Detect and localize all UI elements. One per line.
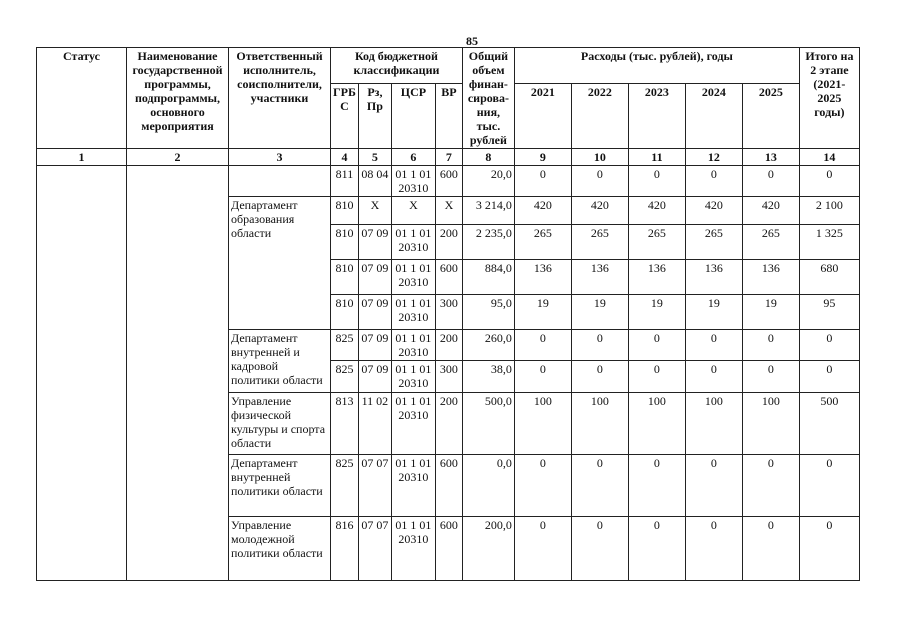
year-amount-cell: 0 bbox=[514, 517, 571, 581]
total-cell: 884,0 bbox=[462, 260, 514, 295]
year-amount-cell: 0 bbox=[628, 361, 685, 393]
header-rzpr: Рз, Пр bbox=[358, 83, 391, 148]
column-number: 8 bbox=[462, 149, 514, 166]
year-amount-cell: 420 bbox=[628, 197, 685, 225]
total-cell: 0,0 bbox=[462, 455, 514, 517]
column-number: 2 bbox=[127, 149, 229, 166]
header-status: Статус bbox=[37, 48, 127, 149]
rzpr-cell: 07 07 bbox=[358, 455, 391, 517]
year-amount-cell: 0 bbox=[742, 330, 799, 361]
csr-cell: Х bbox=[391, 197, 435, 225]
column-number-row bbox=[37, 149, 860, 166]
column-number: 6 bbox=[391, 149, 435, 166]
rzpr-cell: 07 09 bbox=[358, 330, 391, 361]
total-cell: 3 214,0 bbox=[462, 197, 514, 225]
year-amount-cell: 265 bbox=[742, 225, 799, 260]
year-amount-cell: 420 bbox=[742, 197, 799, 225]
itogo-cell: 0 bbox=[799, 166, 859, 197]
csr-cell: 01 1 01 20310 bbox=[391, 393, 435, 455]
header-vr: ВР bbox=[435, 83, 462, 148]
grbs-cell: 810 bbox=[331, 260, 359, 295]
csr-cell: 01 1 01 20310 bbox=[391, 225, 435, 260]
rzpr-cell: 08 04 bbox=[358, 166, 391, 197]
column-number: 12 bbox=[685, 149, 742, 166]
table-row bbox=[37, 166, 860, 197]
executor-cell: Департамент внутренней политики области bbox=[229, 455, 331, 517]
header-csr: ЦСР bbox=[391, 83, 435, 148]
year-amount-cell: 19 bbox=[571, 295, 628, 330]
grbs-cell: 825 bbox=[331, 330, 359, 361]
header-total-volume: Общий объем финан-сирова-ния, тыс. рублей bbox=[462, 48, 514, 149]
total-cell: 20,0 bbox=[462, 166, 514, 197]
year-amount-cell: 420 bbox=[571, 197, 628, 225]
year-amount-cell: 136 bbox=[685, 260, 742, 295]
budget-table bbox=[36, 47, 860, 581]
year-amount-cell: 19 bbox=[628, 295, 685, 330]
itogo-cell: 500 bbox=[799, 393, 859, 455]
grbs-cell: 825 bbox=[331, 361, 359, 393]
rzpr-cell: 07 07 bbox=[358, 517, 391, 581]
column-number: 13 bbox=[742, 149, 799, 166]
header-grbs: ГРБ С bbox=[331, 83, 359, 148]
executor-cell bbox=[229, 166, 331, 197]
year-amount-cell: 136 bbox=[571, 260, 628, 295]
grbs-cell: 810 bbox=[331, 295, 359, 330]
year-amount-cell: 0 bbox=[571, 455, 628, 517]
csr-cell: 01 1 01 20310 bbox=[391, 455, 435, 517]
year-amount-cell: 0 bbox=[571, 517, 628, 581]
itogo-cell: 0 bbox=[799, 455, 859, 517]
vr-cell: Х bbox=[435, 197, 462, 225]
rzpr-cell: 07 09 bbox=[358, 260, 391, 295]
rzpr-cell: 07 09 bbox=[358, 361, 391, 393]
itogo-cell: 680 bbox=[799, 260, 859, 295]
csr-cell: 01 1 01 20310 bbox=[391, 295, 435, 330]
total-cell: 500,0 bbox=[462, 393, 514, 455]
year-amount-cell: 0 bbox=[628, 330, 685, 361]
header-budget-code: Код бюджетной классификации bbox=[331, 48, 463, 84]
status-cell bbox=[37, 166, 127, 581]
rzpr-cell: 07 09 bbox=[358, 295, 391, 330]
year-amount-cell: 100 bbox=[685, 393, 742, 455]
year-amount-cell: 19 bbox=[685, 295, 742, 330]
page-number: 85 bbox=[466, 34, 478, 48]
table-body bbox=[37, 166, 860, 581]
column-number: 9 bbox=[514, 149, 571, 166]
year-amount-cell: 0 bbox=[685, 330, 742, 361]
year-amount-cell: 0 bbox=[514, 455, 571, 517]
column-number: 11 bbox=[628, 149, 685, 166]
year-amount-cell: 136 bbox=[514, 260, 571, 295]
vr-cell: 200 bbox=[435, 393, 462, 455]
year-amount-cell: 265 bbox=[514, 225, 571, 260]
vr-cell: 200 bbox=[435, 225, 462, 260]
header-year-2025: 2025 bbox=[742, 83, 799, 148]
year-amount-cell: 0 bbox=[742, 166, 799, 197]
rzpr-cell: Х bbox=[358, 197, 391, 225]
total-cell: 260,0 bbox=[462, 330, 514, 361]
rzpr-cell: 07 09 bbox=[358, 225, 391, 260]
year-amount-cell: 265 bbox=[571, 225, 628, 260]
itogo-cell: 95 bbox=[799, 295, 859, 330]
year-amount-cell: 0 bbox=[742, 361, 799, 393]
column-number: 4 bbox=[331, 149, 359, 166]
year-amount-cell: 0 bbox=[685, 166, 742, 197]
header-expenses: Расходы (тыс. рублей), годы bbox=[514, 48, 799, 84]
vr-cell: 600 bbox=[435, 260, 462, 295]
total-cell: 38,0 bbox=[462, 361, 514, 393]
year-amount-cell: 0 bbox=[628, 455, 685, 517]
year-amount-cell: 0 bbox=[742, 455, 799, 517]
grbs-cell: 825 bbox=[331, 455, 359, 517]
column-number: 10 bbox=[571, 149, 628, 166]
column-number: 5 bbox=[358, 149, 391, 166]
itogo-cell: 0 bbox=[799, 361, 859, 393]
grbs-cell: 813 bbox=[331, 393, 359, 455]
year-amount-cell: 0 bbox=[742, 517, 799, 581]
vr-cell: 200 bbox=[435, 330, 462, 361]
grbs-cell: 810 bbox=[331, 225, 359, 260]
vr-cell: 300 bbox=[435, 361, 462, 393]
year-amount-cell: 100 bbox=[571, 393, 628, 455]
year-amount-cell: 0 bbox=[628, 517, 685, 581]
year-amount-cell: 0 bbox=[685, 455, 742, 517]
csr-cell: 01 1 01 20310 bbox=[391, 166, 435, 197]
vr-cell: 600 bbox=[435, 166, 462, 197]
year-amount-cell: 0 bbox=[571, 166, 628, 197]
executor-cell: Департамент внутренней и кадровой политики области bbox=[229, 330, 331, 393]
year-amount-cell: 100 bbox=[628, 393, 685, 455]
grbs-cell: 810 bbox=[331, 197, 359, 225]
header-name: Наименование государственной программы, подпрограммы, основного мероприятия bbox=[127, 48, 229, 149]
vr-cell: 600 bbox=[435, 517, 462, 581]
year-amount-cell: 0 bbox=[514, 361, 571, 393]
year-amount-cell: 420 bbox=[685, 197, 742, 225]
year-amount-cell: 0 bbox=[685, 517, 742, 581]
csr-cell: 01 1 01 20310 bbox=[391, 260, 435, 295]
executor-cell: Управление молодежной политики области bbox=[229, 517, 331, 581]
header-executor: Ответственный исполнитель, соисполнители, участники bbox=[229, 48, 331, 149]
total-cell: 95,0 bbox=[462, 295, 514, 330]
column-number: 3 bbox=[229, 149, 331, 166]
itogo-cell: 0 bbox=[799, 517, 859, 581]
name-cell bbox=[127, 166, 229, 581]
year-amount-cell: 19 bbox=[514, 295, 571, 330]
header-year-2023: 2023 bbox=[628, 83, 685, 148]
year-amount-cell: 136 bbox=[628, 260, 685, 295]
vr-cell: 300 bbox=[435, 295, 462, 330]
vr-cell: 600 bbox=[435, 455, 462, 517]
year-amount-cell: 136 bbox=[742, 260, 799, 295]
year-amount-cell: 265 bbox=[685, 225, 742, 260]
year-amount-cell: 0 bbox=[571, 330, 628, 361]
csr-cell: 01 1 01 20310 bbox=[391, 361, 435, 393]
csr-cell: 01 1 01 20310 bbox=[391, 517, 435, 581]
total-cell: 200,0 bbox=[462, 517, 514, 581]
total-cell: 2 235,0 bbox=[462, 225, 514, 260]
year-amount-cell: 265 bbox=[628, 225, 685, 260]
grbs-cell: 816 bbox=[331, 517, 359, 581]
header-year-2022: 2022 bbox=[571, 83, 628, 148]
executor-cell: Департамент образования области bbox=[229, 197, 331, 330]
year-amount-cell: 0 bbox=[685, 361, 742, 393]
year-amount-cell: 0 bbox=[514, 330, 571, 361]
year-amount-cell: 19 bbox=[742, 295, 799, 330]
header-year-2024: 2024 bbox=[685, 83, 742, 148]
column-number: 14 bbox=[799, 149, 859, 166]
column-number: 1 bbox=[37, 149, 127, 166]
column-number: 7 bbox=[435, 149, 462, 166]
year-amount-cell: 420 bbox=[514, 197, 571, 225]
header-year-2021: 2021 bbox=[514, 83, 571, 148]
itogo-cell: 1 325 bbox=[799, 225, 859, 260]
year-amount-cell: 100 bbox=[742, 393, 799, 455]
year-amount-cell: 0 bbox=[628, 166, 685, 197]
csr-cell: 01 1 01 20310 bbox=[391, 330, 435, 361]
executor-cell: Управление физической культуры и спорта области bbox=[229, 393, 331, 455]
itogo-cell: 0 bbox=[799, 330, 859, 361]
year-amount-cell: 0 bbox=[514, 166, 571, 197]
rzpr-cell: 11 02 bbox=[358, 393, 391, 455]
year-amount-cell: 100 bbox=[514, 393, 571, 455]
header-itogo: Итого на 2 этапе (2021-2025 годы) bbox=[799, 48, 859, 149]
year-amount-cell: 0 bbox=[571, 361, 628, 393]
grbs-cell: 811 bbox=[331, 166, 359, 197]
itogo-cell: 2 100 bbox=[799, 197, 859, 225]
